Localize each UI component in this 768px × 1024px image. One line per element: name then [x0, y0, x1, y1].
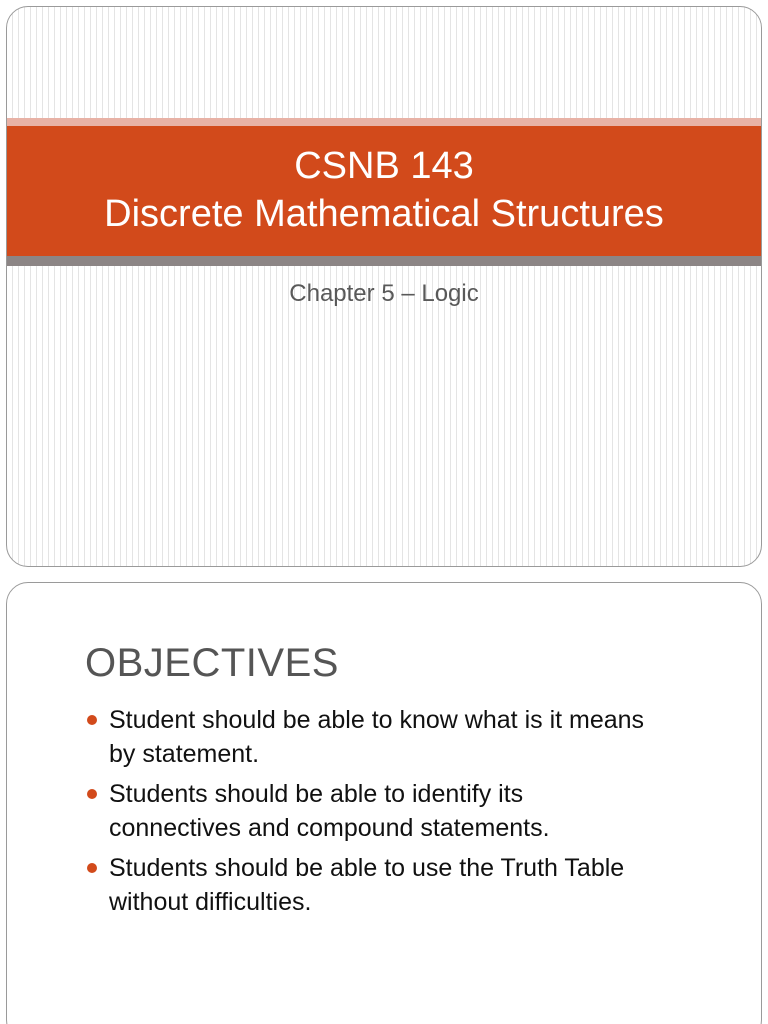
objectives-list	[85, 703, 725, 925]
list-item	[85, 703, 725, 771]
title-slide	[6, 6, 762, 567]
divider-stripe	[7, 256, 761, 266]
list-item-text-line2: connectives and compound statements.	[109, 814, 550, 842]
bullet-icon	[87, 789, 97, 799]
list-item-text-line2: without difficulties.	[109, 888, 312, 916]
bullet-icon	[87, 863, 97, 873]
objectives-slide	[6, 582, 762, 1024]
list-item	[85, 851, 725, 919]
chapter-subtitle: Chapter 5 – Logic	[289, 280, 479, 307]
list-item-text-line2: by statement.	[109, 740, 260, 768]
bullet-icon	[87, 715, 97, 725]
list-item	[85, 777, 725, 845]
course-code: CSNB 143	[294, 145, 474, 187]
list-item-text-line1: Students should be able to use the Truth Table	[109, 854, 625, 882]
course-title: Discrete Mathematical Structures	[104, 193, 664, 235]
accent-stripe	[7, 118, 761, 126]
slide-heading: OBJECTIVES	[85, 641, 339, 685]
list-item-text-line1: Students should be able to identify its	[109, 780, 524, 808]
list-item-text-line1: Student should be able to know what is it means	[109, 706, 645, 734]
title-banner	[7, 126, 761, 256]
